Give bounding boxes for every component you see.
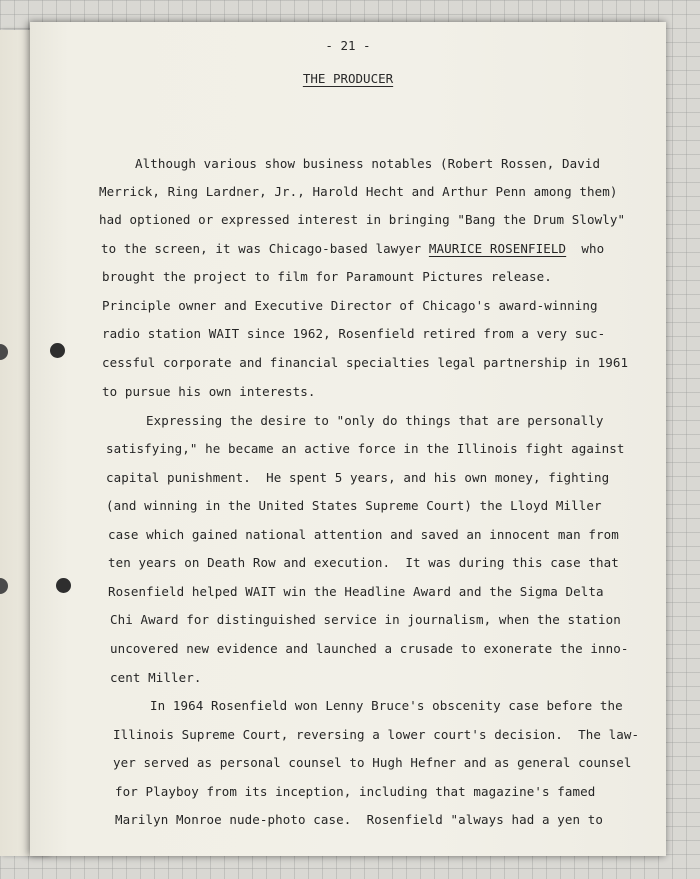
text-line: radio station WAIT since 1962, Rosenfield retired from a very suc- [102, 326, 606, 341]
page-number: - 21 - [325, 38, 371, 53]
text-line: case which gained national attention and saved an innocent man from [108, 527, 619, 542]
text-line: yer served as personal counsel to Hugh Hefner and as general counsel [113, 755, 632, 770]
text-line: Although various show business notables (Robert Rossen, David [135, 156, 601, 171]
text-line: uncovered new evidence and launched a crusade to exonerate the inno- [110, 641, 629, 656]
text-line: (and winning in the United States Supreme Court) the Lloyd Miller [106, 498, 602, 513]
text-line: had optioned or expressed interest in bringing "Bang the Drum Slowly" [99, 212, 626, 227]
text-fragment: to the screen, it was Chicago-based lawyer [101, 241, 429, 256]
text-line: Marilyn Monroe nude-photo case. Rosenfield "always had a yen to [115, 812, 604, 827]
text-line: capital punishment. He spent 5 years, and his own money, fighting [106, 470, 610, 485]
text-line: In 1964 Rosenfield won Lenny Bruce's obscenity case before the [150, 698, 623, 713]
text-line: satisfying," he became an active force in the Illinois fight against [106, 441, 625, 456]
text-line: Expressing the desire to "only do things that are personally [146, 413, 604, 428]
back-punch-hole [0, 578, 8, 594]
text-line: ten years on Death Row and execution. It was during this case that [108, 555, 619, 570]
text-line: for Playboy from its inception, including that magazine's famed [115, 784, 596, 799]
text-line: cessful corporate and financial specialties legal partnership in 1961 [102, 355, 629, 370]
name-highlight: MAURICE ROSENFIELD [428, 241, 567, 256]
text-line: to pursue his own interests. [102, 384, 316, 399]
text-line: Merrick, Ring Lardner, Jr., Harold Hecht and Arthur Penn among them) [99, 184, 618, 199]
text-line: cent Miller. [110, 670, 202, 685]
text-line: Chi Award for distinguished service in journalism, when the station [110, 612, 621, 627]
punch-hole [50, 343, 65, 358]
text-line: Principle owner and Executive Director of Chicago's award-winning [102, 298, 598, 313]
back-punch-hole [0, 344, 8, 360]
punch-hole [56, 578, 71, 593]
section-heading: THE PRODUCER [302, 71, 394, 86]
text-line: Rosenfield helped WAIT win the Headline Award and the Sigma Delta [108, 584, 604, 599]
text-fragment: who [566, 241, 605, 256]
text-line: brought the project to film for Paramount Pictures release. [102, 269, 552, 284]
document-page [30, 22, 666, 856]
text-line: Illinois Supreme Court, reversing a lower court's decision. The law- [113, 727, 640, 742]
text-line [101, 241, 604, 256]
